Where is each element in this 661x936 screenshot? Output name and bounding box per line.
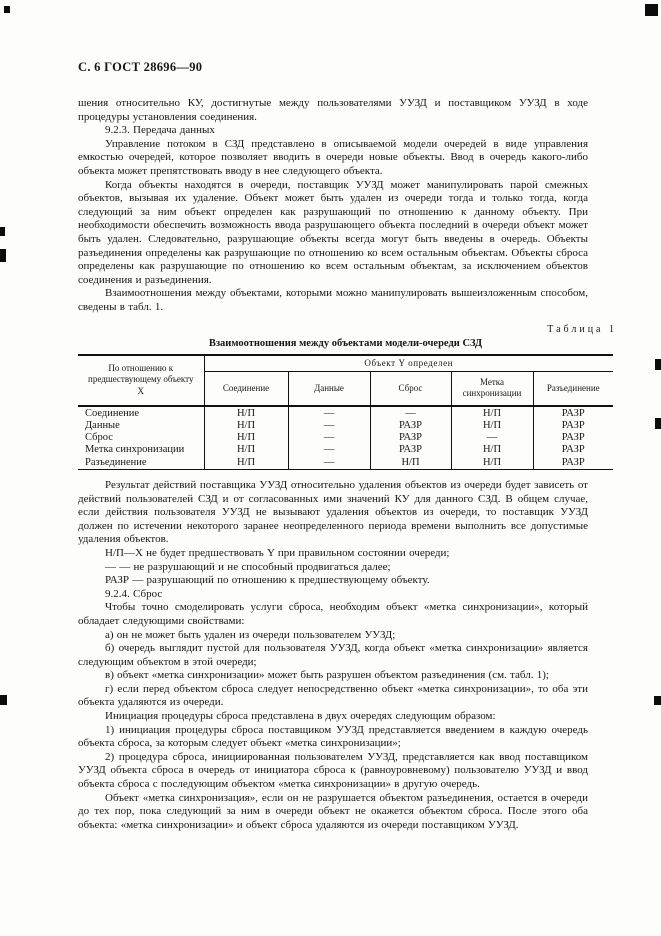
scan-artifact	[0, 227, 5, 236]
paragraph: а) он не может быть удален из очереди пользователем УУЗД;	[105, 628, 396, 641]
table-row	[78, 406, 613, 420]
paragraph: Результат действий поставщика УУЗД относительно удаления объектов из очереди будет зависеть от действий пользователей СЗД и от согласованных ими значений КУ для данного СЗД. В общем случае, если действия пользователя УУЗД не вызывают удаления объектов из очереди, то поставщик УУЗД должен по истечении некоторого заранее неопределенного периода времени выполнить все допустимые удаления объектов.	[78, 478, 588, 546]
column-header: Сброс	[370, 372, 451, 406]
scan-artifact	[0, 695, 7, 705]
paragraph: 9.2.3. Передача данных	[105, 124, 215, 137]
table-cell: Н/П	[204, 457, 288, 470]
table-cell: Н/П	[204, 444, 288, 456]
paragraph: Инициация процедуры сброса представлена в двух очередях следующим образом:	[105, 710, 496, 723]
paragraph: 9.2.4. Сброс	[105, 587, 163, 600]
table-cell: —	[288, 420, 370, 432]
scan-artifact	[645, 4, 658, 16]
table-cell: Н/П	[204, 432, 288, 444]
table-row	[78, 432, 613, 444]
table-cell: Н/П	[451, 406, 533, 420]
paragraph: 1) инициация процедуры сброса поставщиком УУЗД представляется введением в каждую очередь объекта сброса, за которым следует объект «метка синхронизации»;	[78, 723, 588, 750]
scan-artifact	[655, 418, 661, 429]
table-cell: РАЗР	[370, 432, 451, 444]
paragraph: — — не разрушающий и не способный продвигаться далее;	[105, 560, 391, 573]
row-label: Метка синхронизации	[85, 444, 185, 456]
table-title: Взаимоотношения между объектами модели-очереди СЗД	[208, 337, 483, 349]
scan-artifact	[654, 696, 661, 705]
scan-artifact	[0, 249, 6, 262]
paragraph: Взаимоотношения между объектами, которыми можно манипулировать вышеизложенным способом, сведены в табл. 1.	[78, 287, 588, 313]
paragraph: Когда объекты находятся в очереди, поставщик УУЗД может манипулировать парой смежных объектов, вызывая их удаление. Объект может быть удален из очереди тогда и только тогда, когда следующий за ним объект определен как разрушающий по отношению к данному объекту. При необходимости обеспечить возможность ввода разрушающего объекта последний в очереди объект может быть удален. Следовательно, разрушающие объекты всегда могут быть введены в очередь. Объекты разъединения определены как разрушающие по отношению ко всем остальным объектам. Объекты сброса определены как разрушающие по отношению ко всем остальным объектам, за исключением объектов соединения и разъединения.	[78, 178, 588, 286]
paragraph: Управление потоком в СЗД представлено в описываемой модели очередей в виде управления емкостью очередей, которое позволяет вводить в очереди новые объекты. Ввод в очередь какого-либо объекта может препятствовать вводу в нее следующего объекта.	[78, 137, 588, 177]
column-header: Соединение	[204, 372, 288, 406]
table-cell: Н/П	[370, 457, 451, 470]
paragraph: РАЗР — разрушающий по отношению к предшествующему объекту.	[105, 574, 430, 587]
paragraph: в) объект «метка синхронизации» может быть разрушен объектом разъединения (см. табл. 1);	[105, 669, 549, 682]
column-header: Данные	[288, 372, 370, 406]
body-text-top	[78, 97, 588, 315]
paragraph: шения относительно КУ, достигнутые между пользователями УУЗД и поставщиком УУЗД в ходе процедуры установления соединения.	[78, 97, 588, 123]
table-cell: РАЗР	[533, 406, 613, 420]
table-cell: Н/П	[451, 420, 533, 432]
table-row	[78, 457, 613, 470]
table-header-row	[78, 355, 613, 372]
table-row	[78, 444, 613, 456]
relations-table	[78, 354, 613, 470]
paragraph: Н/П—X не будет предшествовать Y при правильном состоянии очереди;	[105, 546, 450, 559]
table-cell: РАЗР	[533, 444, 613, 456]
column-header: Метка синхронизации	[451, 372, 533, 406]
span-header: Объект Y определен	[204, 355, 613, 372]
table-cell: —	[288, 457, 370, 470]
table-label: Таблица 1	[547, 323, 617, 335]
table-cell: Н/П	[451, 457, 533, 470]
table-cell: РАЗР	[533, 420, 613, 432]
table-cell: РАЗР	[533, 457, 613, 470]
row-label: Данные	[85, 419, 120, 431]
table-cell: Н/П	[451, 444, 533, 456]
table-cell: РАЗР	[370, 420, 451, 432]
table-cell: —	[288, 406, 370, 420]
table-row	[78, 420, 613, 432]
row-label: Соединение	[85, 407, 140, 419]
table-cell: —	[288, 432, 370, 444]
paragraph: б) очередь выглядит пустой для пользователя УУЗД, когда объект «метка синхронизации» является следующим объектом в этой очереди;	[78, 642, 588, 668]
table-cell: —	[288, 444, 370, 456]
paragraph: Чтобы точно смоделировать услуги сброса, необходим объект «метка синхронизации», который обладает следующими свойствами:	[78, 601, 588, 627]
row-label: Сброс	[85, 432, 113, 444]
table-cell: —	[370, 406, 451, 420]
scan-artifact	[4, 6, 10, 13]
corner-header: По отношению к предшествующему объекту X	[88, 362, 194, 396]
paragraph: 2) процедура сброса, инициированная пользователем УУЗД, представляется как ввод поставщиком УУЗД объекта сброса в очередь от инициатора сброса к (равноуровневому) пользователю УУЗД и ввод объекта сброса с последующим объектом «метка синхронизации» в другую очередь.	[78, 750, 588, 791]
page-header: С. 6 ГОСТ 28696—90	[78, 60, 203, 74]
table-cell: Н/П	[204, 420, 288, 432]
table-cell: Н/П	[204, 406, 288, 420]
scan-artifact	[655, 359, 661, 370]
table-cell: —	[451, 432, 533, 444]
column-header: Разъединение	[533, 372, 613, 406]
row-label: Разъединение	[85, 456, 147, 468]
table-cell: РАЗР	[370, 444, 451, 456]
paragraph: Объект «метка синхронизация», если он не разрушается объектом разъединения, остается в очереди до тех пор, пока следующий за ним в очереди объект не окажется объектом сброса. После этого оба объекта: «метка синхронизации» и объект сброса удаляются из очереди поставщиком УУЗД.	[78, 791, 588, 831]
paragraph: г) если перед объектом сброса следует непосредственно объект «метка синхронизации», то оба эти объекта удаляются из очереди.	[78, 682, 588, 709]
document-page	[78, 60, 617, 832]
table-cell: РАЗР	[533, 432, 613, 444]
body-text-bottom	[78, 479, 588, 832]
